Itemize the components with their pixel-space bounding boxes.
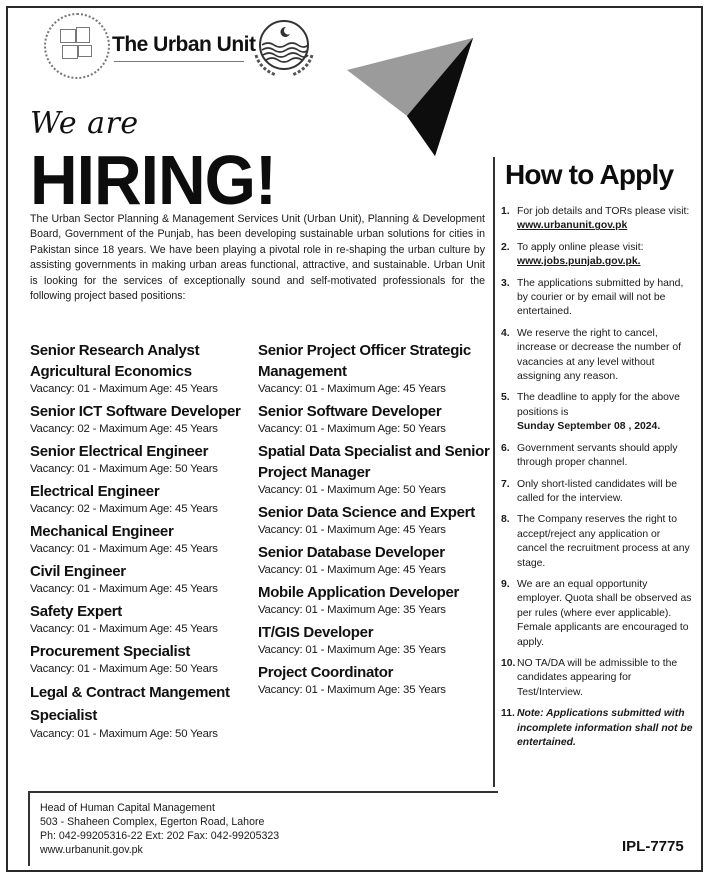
contact-department: Head of Human Capital Management xyxy=(40,802,215,814)
position-title: Mechanical Engineer xyxy=(30,523,174,540)
how-to-apply-title: How to Apply xyxy=(505,159,674,190)
position-meta: Vacancy: 01 - Maximum Age: 35 Years xyxy=(258,604,446,616)
position-meta: Vacancy: 01 - Maximum Age: 50 Years xyxy=(30,663,218,675)
position-meta: Vacancy: 01 - Maximum Age: 45 Years xyxy=(30,383,218,395)
position-item xyxy=(258,401,490,436)
position-title: Senior Research Analyst Agricultural Economics xyxy=(30,342,200,380)
apply-item-text: The applications submitted by hand, by courier or by email will not be entertained. xyxy=(517,277,684,318)
apply-item-number: 9. xyxy=(501,578,510,590)
apply-item xyxy=(501,478,693,507)
apply-item xyxy=(501,205,693,234)
contact-website-link[interactable]: www.urbanunit.gov.pk xyxy=(40,844,143,856)
apply-item-number: 10. xyxy=(501,657,516,669)
position-meta: Vacancy: 01 - Maximum Age: 45 Years xyxy=(30,543,218,555)
apply-item-number: 3. xyxy=(501,277,510,289)
position-title: Senior Data Science and Expert xyxy=(258,504,475,521)
decorative-triangle-icon xyxy=(345,38,475,158)
position-title: Senior ICT Software Developer xyxy=(30,403,241,420)
apply-item-text: For job details and TORs please visit: xyxy=(517,206,690,217)
position-item xyxy=(30,401,258,436)
position-title: Civil Engineer xyxy=(30,563,126,580)
apply-item-number: 5. xyxy=(501,392,510,404)
apply-item-text: Government servants should apply through proper channel. xyxy=(517,442,678,469)
position-meta: Vacancy: 01 - Maximum Age: 50 Years xyxy=(258,423,446,435)
apply-item-text: We reserve the right to cancel, increase or decrease the number of vacancies at any level without assigning any reason. xyxy=(517,327,682,383)
apply-item-number: 6. xyxy=(501,442,510,454)
position-title: Safety Expert xyxy=(30,603,122,620)
apply-item xyxy=(501,657,693,700)
position-meta: Vacancy: 02 - Maximum Age: 45 Years xyxy=(30,423,218,435)
position-meta: Vacancy: 01 - Maximum Age: 35 Years xyxy=(258,644,446,656)
position-item xyxy=(30,561,258,596)
how-to-apply-panel xyxy=(493,157,695,787)
contact-address: 503 - Shaheen Complex, Egerton Road, Lahore xyxy=(40,816,265,828)
apply-item-text: To apply online please visit: xyxy=(517,241,644,253)
contact-phone-fax: Ph: 042-99205316-22 Ext: 202 Fax: 042-99205323 xyxy=(40,830,280,842)
positions-right-column xyxy=(258,340,490,702)
apply-item xyxy=(501,277,693,320)
position-meta: Vacancy: 02 - Maximum Age: 45 Years xyxy=(30,503,218,515)
position-item xyxy=(30,481,258,516)
hiring-headline: HIRING! xyxy=(30,141,276,219)
apply-item-text: The deadline to apply for the above positions is xyxy=(517,392,680,418)
apply-item-number: 8. xyxy=(501,514,510,526)
org-name: The Urban Unit xyxy=(112,33,256,56)
positions-left-column xyxy=(30,340,258,746)
apply-item-text: We are an equal opportunity employer. Quota shall be observed as per rules (where ever applicable). Female applicants are encouraged to apply. xyxy=(517,578,692,648)
position-item xyxy=(30,521,258,556)
position-item xyxy=(30,681,258,741)
jobs-punjab-link[interactable]: www.jobs.punjab.gov.pk. xyxy=(517,256,641,268)
position-title: Senior Electrical Engineer xyxy=(30,443,209,460)
position-title: Spatial Data Specialist and Senior Project Manager xyxy=(258,443,490,481)
position-meta: Vacancy: 01 - Maximum Age: 45 Years xyxy=(258,383,446,395)
apply-item-text: The Company reserves the right to accept/reject any application or cancel the recruitment process at any stage. xyxy=(517,514,690,569)
position-item xyxy=(258,662,490,697)
position-title: Mobile Application Developer xyxy=(258,584,460,601)
position-meta: Vacancy: 01 - Maximum Age: 45 Years xyxy=(258,564,446,576)
position-title: Project Coordinator xyxy=(258,664,394,681)
apply-item-number: 4. xyxy=(501,327,510,339)
position-meta: Vacancy: 01 - Maximum Age: 50 Years xyxy=(258,484,446,496)
apply-item-text: Only short-listed candidates will be called for the interview. xyxy=(517,478,677,504)
contact-box xyxy=(28,791,498,866)
urbanunit-website-link[interactable]: www.urbanunit.gov.pk xyxy=(517,220,628,232)
apply-item xyxy=(501,513,693,571)
position-item xyxy=(30,641,258,676)
apply-item xyxy=(501,707,693,750)
position-meta: Vacancy: 01 - Maximum Age: 50 Years xyxy=(30,728,218,740)
position-title: Senior Software Developer xyxy=(258,403,442,420)
apply-item xyxy=(501,391,693,434)
we-are-script: We are xyxy=(30,106,139,141)
position-item xyxy=(258,340,490,396)
punjab-emblem-icon xyxy=(252,15,316,79)
position-title: Legal & Contract Mangement Specialist xyxy=(30,684,230,724)
position-item xyxy=(258,502,490,537)
position-meta: Vacancy: 01 - Maximum Age: 45 Years xyxy=(258,524,446,536)
apply-item xyxy=(501,578,693,650)
position-item xyxy=(30,601,258,636)
position-title: Senior Database Developer xyxy=(258,544,445,561)
position-item xyxy=(258,542,490,577)
apply-item-text: NO TA/DA will be admissible to the candidates appearing for Test/Interview. xyxy=(517,657,678,698)
position-title: Electrical Engineer xyxy=(30,483,160,500)
apply-item xyxy=(501,442,693,471)
intro-paragraph: The Urban Sector Planning & Management Services Unit (Urban Unit), Planning & Development Board, Government of the Punjab, has been developing sustainable urban solutions for cities in Pakistan since 18 years. We have been playing a pivotal role in re-shaping the urban culture by assisting governments in making urban areas functional, attractive, and sustainable. Urban Unit is looking for the services of exceptionally sound and self-motivated professionals for the following project based positions: xyxy=(30,213,485,303)
apply-item xyxy=(501,241,693,270)
apply-item-number: 11. xyxy=(501,708,515,720)
apply-item xyxy=(501,327,693,385)
reference-code: IPL-7775 xyxy=(622,838,684,855)
org-tagline-rule xyxy=(114,61,244,64)
position-item xyxy=(30,441,258,476)
position-meta: Vacancy: 01 - Maximum Age: 45 Years xyxy=(30,623,218,635)
position-item xyxy=(258,622,490,657)
position-meta: Vacancy: 01 - Maximum Age: 50 Years xyxy=(30,463,218,475)
position-item xyxy=(258,582,490,617)
apply-instructions-list xyxy=(501,205,693,757)
urban-unit-logo-icon xyxy=(44,13,110,79)
position-meta: Vacancy: 01 - Maximum Age: 45 Years xyxy=(30,583,218,595)
apply-item-number: 1. xyxy=(501,206,510,217)
position-title: IT/GIS Developer xyxy=(258,624,374,641)
position-item xyxy=(258,441,490,497)
position-title: Senior Project Officer Strategic Management xyxy=(258,342,471,380)
apply-item-number: 7. xyxy=(501,478,510,490)
position-item xyxy=(30,340,258,396)
position-meta: Vacancy: 01 - Maximum Age: 35 Years xyxy=(258,684,446,696)
apply-item-number: 2. xyxy=(501,241,510,253)
apply-note-text: Note: Applications submitted with incomplete information shall not be entertained. xyxy=(517,708,693,748)
deadline-date: Sunday September 08 , 2024. xyxy=(517,421,661,433)
position-title: Procurement Specialist xyxy=(30,643,191,660)
